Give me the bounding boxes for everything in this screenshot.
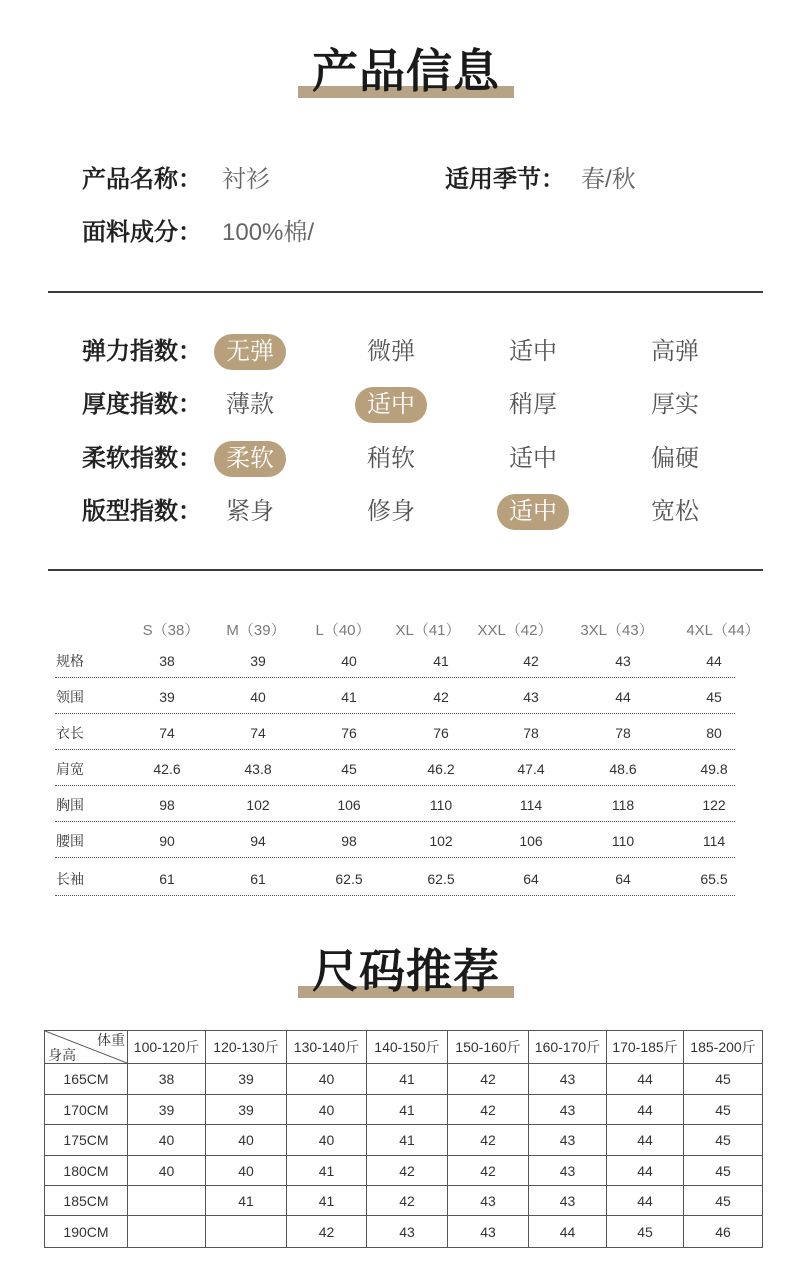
recommended-size-cell: 42: [448, 1156, 529, 1186]
height-label: 190CM: [45, 1216, 128, 1248]
index-option: 微弹: [367, 338, 415, 365]
size-value: 78: [523, 725, 539, 741]
height-label: 165CM: [45, 1064, 128, 1095]
size-value: 106: [337, 797, 361, 813]
size-value: 61: [250, 871, 266, 887]
recommended-size-cell: 45: [684, 1095, 763, 1125]
recommend-row: [45, 1095, 763, 1125]
index-option: 偏硬: [651, 445, 699, 472]
size-value: 64: [615, 871, 631, 887]
size-value: 42: [523, 653, 539, 669]
size-value: 42: [433, 689, 449, 705]
size-value: 41: [433, 653, 449, 669]
size-value: 102: [429, 833, 453, 849]
product-info-title: 产品信息: [312, 44, 500, 98]
recommended-size-cell: 43: [529, 1125, 607, 1156]
size-row-label: 肩宽: [56, 761, 84, 777]
size-recommend-title-block: [298, 946, 514, 998]
index-option: 厚实: [651, 391, 699, 418]
index-option: 稍软: [367, 445, 415, 472]
recommended-size-cell: 44: [607, 1156, 684, 1186]
recommended-size-cell: 44: [529, 1216, 607, 1248]
size-row-divider: [55, 749, 735, 750]
size-value: 102: [246, 797, 270, 813]
size-value: 40: [250, 689, 266, 705]
size-row-divider: [55, 713, 735, 714]
index-option: 宽松: [651, 498, 699, 525]
season-label: 适用季节：: [445, 166, 565, 193]
recommended-size-cell: 41: [367, 1095, 448, 1125]
size-value: 38: [159, 653, 175, 669]
size-value: 106: [519, 833, 543, 849]
weight-header: 150-160斤: [448, 1031, 529, 1064]
size-value: 98: [159, 797, 175, 813]
size-value: 114: [702, 833, 726, 849]
fabric-value: 100%棉/: [222, 219, 315, 246]
size-value: 74: [159, 725, 175, 741]
section-divider: [48, 291, 763, 293]
recommended-size-cell: 46: [684, 1216, 763, 1248]
recommended-size-cell: 40: [128, 1125, 206, 1156]
recommended-size-cell: 44: [607, 1095, 684, 1125]
product-name-label: 产品名称：: [82, 166, 202, 193]
product-name-value: 衬衫: [222, 166, 270, 193]
size-value: 61: [159, 871, 175, 887]
size-value: 42.6: [153, 761, 181, 777]
recommended-size-cell: 41: [367, 1064, 448, 1095]
index-option: 紧身: [226, 498, 274, 525]
size-row-label: 腰围: [56, 833, 84, 849]
recommended-size-cell: 41: [367, 1125, 448, 1156]
recommended-size-cell: 43: [529, 1064, 607, 1095]
recommend-row: [45, 1156, 763, 1186]
recommended-size-cell: 42: [448, 1125, 529, 1156]
recommended-size-cell: 40: [206, 1156, 287, 1186]
size-row-label: 规格: [56, 653, 84, 669]
size-value: 39: [159, 689, 175, 705]
season-value: 春/秋: [581, 166, 636, 193]
size-value: 110: [611, 833, 635, 849]
recommended-size-cell: 43: [529, 1156, 607, 1186]
weight-header: 130-140斤: [287, 1031, 367, 1064]
index-option-selected: 适中: [497, 494, 569, 530]
size-value: 80: [706, 725, 722, 741]
recommended-size-cell: 40: [287, 1095, 367, 1125]
index-label: 厚度指数：: [82, 391, 202, 418]
index-option-selected: 无弹: [214, 334, 286, 370]
recommend-row: [45, 1216, 763, 1248]
corner-header-cell: [45, 1031, 128, 1064]
recommended-size-cell: [206, 1216, 287, 1248]
size-value: 45: [341, 761, 357, 777]
recommended-size-cell: 40: [287, 1125, 367, 1156]
recommended-size-cell: 45: [684, 1186, 763, 1216]
size-column-header: L（40）: [315, 622, 371, 639]
recommend-row: [45, 1125, 763, 1156]
index-label: 弹力指数：: [82, 338, 202, 365]
size-value: 43: [615, 653, 631, 669]
size-value: 44: [706, 653, 722, 669]
recommended-size-cell: [128, 1186, 206, 1216]
index-option: 适中: [509, 338, 557, 365]
size-value: 90: [159, 833, 175, 849]
weight-header: 140-150斤: [367, 1031, 448, 1064]
weight-header: 185-200斤: [684, 1031, 763, 1064]
recommended-size-cell: 45: [684, 1064, 763, 1095]
recommended-size-cell: 43: [448, 1216, 529, 1248]
size-value: 74: [250, 725, 266, 741]
recommended-size-cell: 39: [128, 1095, 206, 1125]
index-option: 稍厚: [509, 391, 557, 418]
corner-height-label: 身高: [48, 1047, 76, 1063]
recommended-size-cell: 42: [448, 1064, 529, 1095]
recommended-size-cell: 41: [206, 1186, 287, 1216]
size-row-divider: [55, 677, 735, 678]
recommended-size-cell: 39: [206, 1064, 287, 1095]
size-column-header: M（39）: [226, 622, 286, 639]
size-value: 110: [429, 797, 453, 813]
recommended-size-cell: 45: [684, 1125, 763, 1156]
size-row-divider: [55, 857, 735, 858]
index-label: 柔软指数：: [82, 445, 202, 472]
size-value: 98: [341, 833, 357, 849]
size-value: 49.8: [700, 761, 728, 777]
size-value: 43: [523, 689, 539, 705]
size-row-label: 衣长: [56, 725, 84, 741]
recommended-size-cell: 45: [607, 1216, 684, 1248]
recommended-size-cell: 40: [206, 1125, 287, 1156]
recommended-size-cell: 38: [128, 1064, 206, 1095]
size-value: 62.5: [427, 871, 455, 887]
recommended-size-cell: 42: [287, 1216, 367, 1248]
size-value: 94: [250, 833, 266, 849]
size-value: 39: [250, 653, 266, 669]
recommend-row: [45, 1064, 763, 1095]
recommended-size-cell: 42: [367, 1156, 448, 1186]
recommended-size-cell: 45: [684, 1156, 763, 1186]
index-option: 薄款: [226, 391, 274, 418]
recommend-row: [45, 1186, 763, 1216]
recommended-size-cell: 42: [367, 1186, 448, 1216]
size-value: 40: [341, 653, 357, 669]
size-row-divider: [55, 785, 735, 786]
index-label: 版型指数：: [82, 498, 202, 525]
height-label: 170CM: [45, 1095, 128, 1125]
size-value: 62.5: [335, 871, 363, 887]
recommended-size-cell: 39: [206, 1095, 287, 1125]
size-value: 44: [615, 689, 631, 705]
recommended-size-cell: 41: [287, 1186, 367, 1216]
recommended-size-cell: 43: [529, 1095, 607, 1125]
size-value: 43.8: [244, 761, 272, 777]
index-option: 适中: [509, 445, 557, 472]
size-column-header: 3XL（43）: [580, 622, 654, 639]
recommended-size-cell: 41: [287, 1156, 367, 1186]
height-label: 175CM: [45, 1125, 128, 1156]
size-value: 76: [433, 725, 449, 741]
size-value: 45: [706, 689, 722, 705]
size-value: 47.4: [517, 761, 545, 777]
section-divider: [48, 569, 763, 571]
size-value: 64: [523, 871, 539, 887]
size-row-label: 长袖: [56, 871, 84, 887]
size-recommend-title: 尺码推荐: [312, 944, 500, 998]
weight-header: 120-130斤: [206, 1031, 287, 1064]
recommended-size-cell: [128, 1216, 206, 1248]
corner-weight-label: 体重: [97, 1032, 125, 1048]
size-value: 41: [341, 689, 357, 705]
recommended-size-cell: 43: [367, 1216, 448, 1248]
weight-header: 170-185斤: [607, 1031, 684, 1064]
recommended-size-cell: 43: [448, 1186, 529, 1216]
recommended-size-cell: 44: [607, 1064, 684, 1095]
size-value: 122: [702, 797, 726, 813]
recommended-size-cell: 42: [448, 1095, 529, 1125]
recommended-size-cell: 40: [287, 1064, 367, 1095]
recommended-size-cell: 40: [128, 1156, 206, 1186]
index-option: 高弹: [651, 338, 699, 365]
recommended-size-cell: 44: [607, 1125, 684, 1156]
size-value: 65.5: [700, 871, 728, 887]
size-column-header: 4XL（44）: [686, 622, 760, 639]
recommended-size-cell: 44: [607, 1186, 684, 1216]
recommended-size-cell: 43: [529, 1186, 607, 1216]
weight-header: 160-170斤: [529, 1031, 607, 1064]
size-value: 118: [611, 797, 635, 813]
size-value: 48.6: [609, 761, 637, 777]
height-label: 185CM: [45, 1186, 128, 1216]
size-column-header: S（38）: [142, 622, 200, 639]
size-recommend-table: [44, 1030, 763, 1248]
size-row-label: 领围: [56, 689, 84, 705]
fabric-label: 面料成分：: [82, 219, 202, 246]
size-value: 78: [615, 725, 631, 741]
size-value: 76: [341, 725, 357, 741]
size-value: 46.2: [427, 761, 455, 777]
height-label: 180CM: [45, 1156, 128, 1186]
index-option-selected: 柔软: [214, 441, 286, 477]
size-row-divider: [55, 895, 735, 896]
size-row-label: 胸围: [56, 797, 84, 813]
product-info-title-block: [298, 46, 514, 98]
weight-header: 100-120斤: [128, 1031, 206, 1064]
size-column-header: XXL（42）: [477, 622, 553, 639]
size-value: 114: [519, 797, 543, 813]
index-option: 修身: [367, 498, 415, 525]
size-row-divider: [55, 821, 735, 822]
index-option-selected: 适中: [355, 387, 427, 423]
weight-header-row: [45, 1031, 763, 1064]
size-column-header: XL（41）: [395, 622, 461, 639]
